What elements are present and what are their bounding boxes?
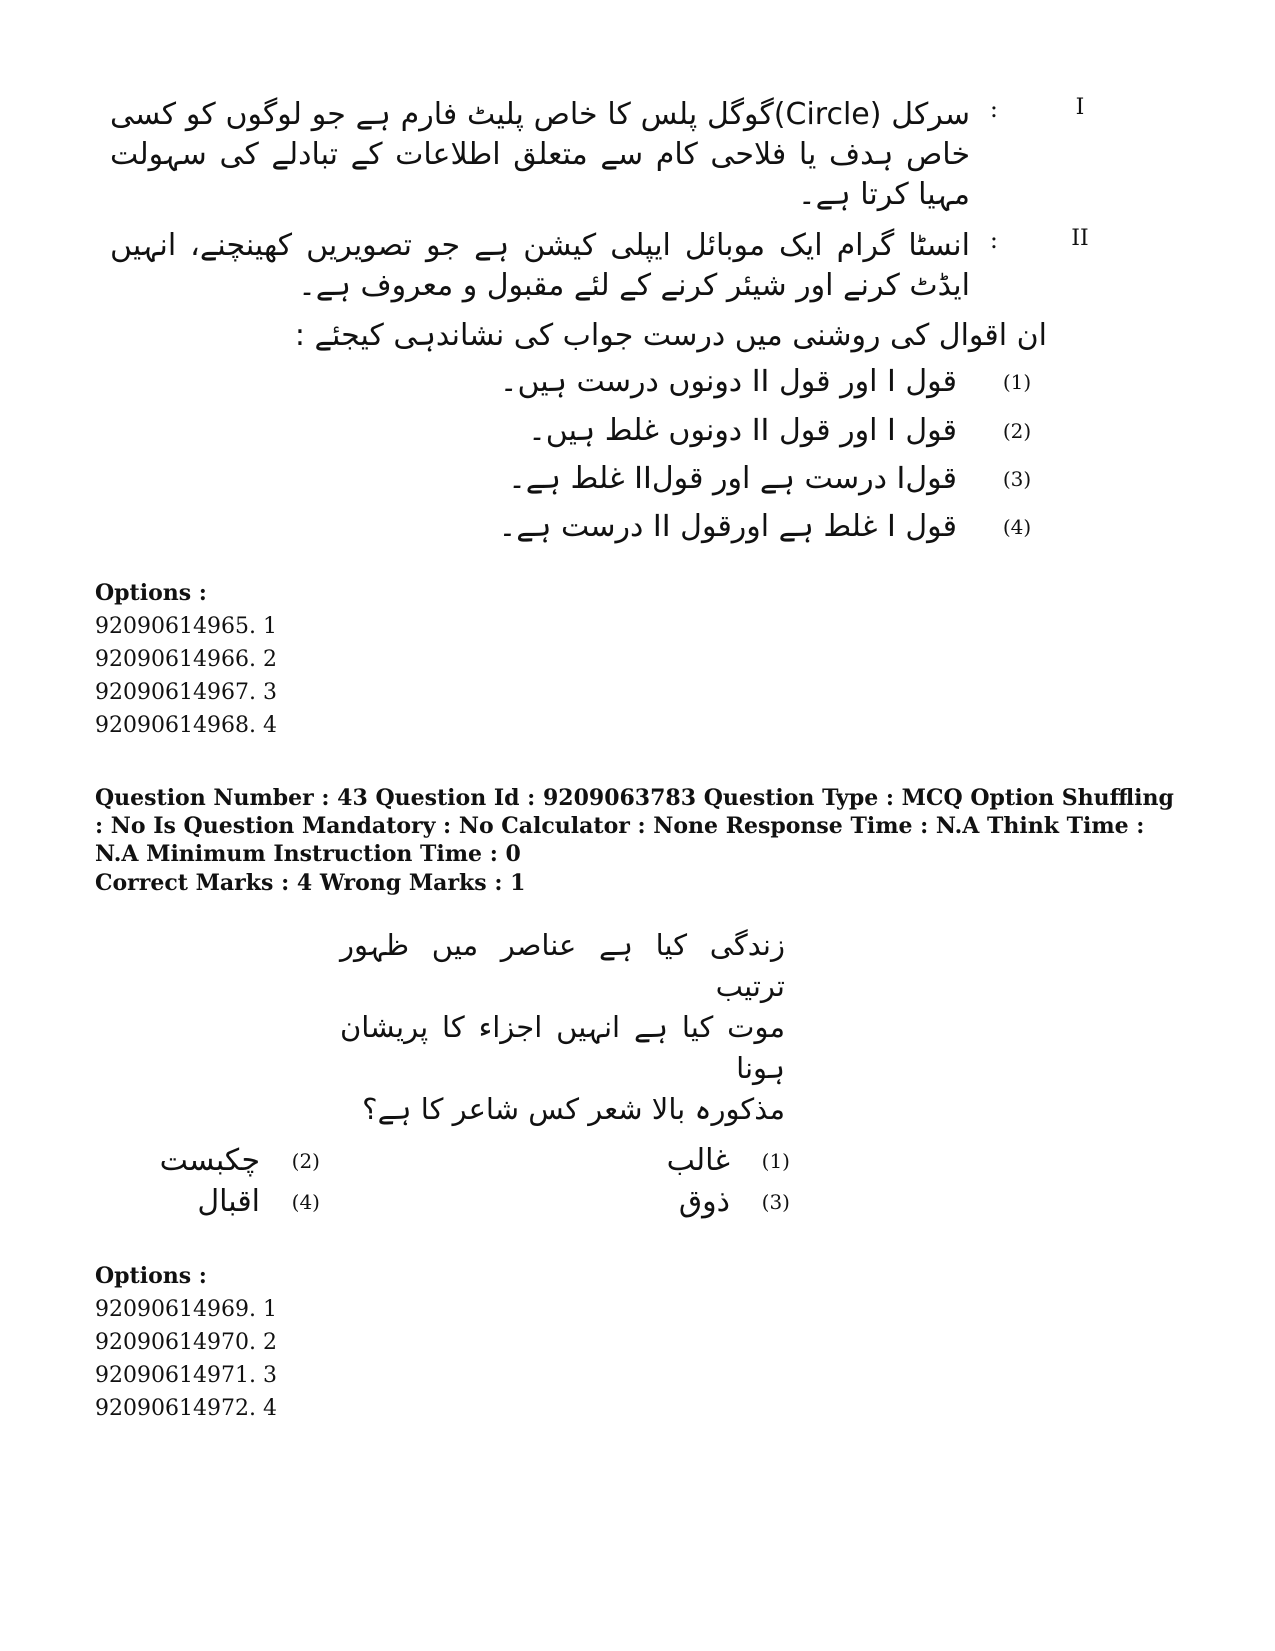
option-item: 92090614968. 4 — [95, 713, 277, 738]
option-item: 92090614966. 2 — [95, 647, 277, 672]
statement-colon: : — [989, 95, 998, 123]
choice-text: قول I اور قول II دونوں درست ہیں۔ — [499, 364, 957, 399]
choice-text: قول I اور قول II دونوں غلط ہیں۔ — [528, 413, 957, 448]
choice-text: قول I غلط ہے اورقول II درست ہے۔ — [498, 509, 957, 544]
statement-1 — [110, 95, 1110, 235]
options-block — [95, 1260, 277, 1425]
choice-2 — [347, 413, 1047, 457]
answer-3 — [590, 1184, 790, 1224]
question-meta: Question Number : 43 Question Id : 9209063783 Question Type : MCQ Option Shuffling : No Is Question Mandatory : No Calculator : None Response Time : N.A Think Time : N.A Minimum Instruction Time : 0 — [95, 785, 1174, 867]
poem-line: ترتیب — [715, 969, 785, 1003]
choice-3 — [347, 461, 1047, 505]
answer-2 — [120, 1143, 320, 1183]
poem-line: مذکورہ بالا شعر کس شاعر کا ہے؟ — [362, 1092, 785, 1126]
question-prompt: ان اقوال کی روشنی میں درست جواب کی نشاندہی کیجئے : — [294, 318, 1047, 353]
answer-number: (2) — [291, 1149, 320, 1173]
option-item: 92090614970. 2 — [95, 1330, 277, 1355]
option-item: 92090614971. 3 — [95, 1363, 277, 1388]
option-item: 92090614965. 1 — [95, 614, 277, 639]
choice-1 — [347, 364, 1047, 408]
answer-text: اقبال — [197, 1184, 260, 1219]
option-item: 92090614967. 3 — [95, 680, 277, 705]
poem — [340, 925, 785, 1130]
answer-text: ذوق — [678, 1184, 730, 1219]
option-item: 92090614969. 1 — [95, 1297, 277, 1322]
answer-number: (1) — [761, 1149, 790, 1173]
statement-number: I — [1075, 95, 1085, 120]
poem-line: زندگی کیا ہے عناصر میں ظہور — [340, 928, 785, 962]
choice-4 — [347, 509, 1047, 553]
poem-line: موت کیا ہے انہیں اجزاء کا پریشان — [340, 1010, 785, 1044]
answer-number: (4) — [291, 1190, 320, 1214]
choice-text: قولI درست ہے اور قولII غلط ہے۔ — [508, 461, 957, 496]
poem-line: ہونا — [736, 1051, 785, 1085]
options-title: Options : — [95, 580, 207, 606]
choice-number: (1) — [1002, 370, 1032, 394]
choice-number: (4) — [1002, 515, 1032, 539]
choice-number: (3) — [1002, 467, 1032, 491]
answer-text: غالب — [666, 1143, 730, 1178]
option-item: 92090614972. 4 — [95, 1396, 277, 1421]
statement-number: II — [1071, 226, 1089, 251]
statement-2 — [110, 226, 1110, 316]
statement-text: سرکل (Circle)گوگل پلس کا خاص پلیٹ فارم ہے جو لوگوں کو کسی خاص ہدف یا فلاحی کام سے متعلق اطلاعات کے تبادلے کی سہولت مہیا کرتا ہے۔ — [110, 97, 970, 212]
choice-number: (2) — [1002, 419, 1032, 443]
answer-4 — [120, 1184, 320, 1224]
answer-1 — [590, 1143, 790, 1183]
options-title: Options : — [95, 1263, 207, 1289]
answer-text: چکبست — [159, 1143, 260, 1178]
options-block — [95, 577, 277, 742]
statement-colon: : — [989, 226, 998, 254]
statement-text: انسٹا گرام ایک موبائل ایپلی کیشن ہے جو تصویریں کھینچنے، انہیں ایڈٹ کرنے اور شیئر کرنے کے لئے مقبول و معروف ہے۔ — [110, 228, 970, 303]
question-marks: Correct Marks : 4 Wrong Marks : 1 — [95, 870, 526, 896]
answer-number: (3) — [761, 1190, 790, 1214]
